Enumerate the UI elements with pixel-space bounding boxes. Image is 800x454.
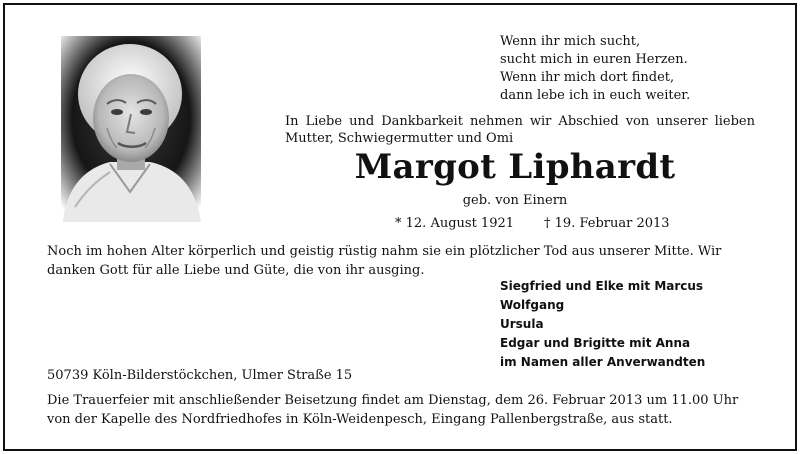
signer: im Namen aller Anverwandten <box>500 355 706 369</box>
signer: Ursula <box>500 317 544 331</box>
birth-name: geb. von Einern <box>462 193 568 208</box>
deceased-name: Margot Liphardt <box>354 147 676 187</box>
signer: Siegfried und Elke mit Marcus <box>500 279 704 293</box>
memorial-text: Noch im hohen Alter körperlich und geistig rüstig nahm sie ein plötzlicher Tod aus unserer Mitte. Wir danken Gott für alle Liebe und Güte, die von ihr ausging. <box>47 244 722 278</box>
life-dates <box>395 216 670 231</box>
poem <box>500 33 690 105</box>
poem-line: sucht mich in euren Herzen. <box>500 52 688 67</box>
poem-line: Wenn ihr mich sucht, <box>500 34 641 49</box>
portrait-photo <box>55 32 205 222</box>
birth-date: * 12. August 1921 <box>395 216 515 231</box>
funeral-info: Die Trauerfeier mit anschließender Beisetzung findet am Dienstag, dem 26. Februar 2013 um 11.00 Uhr von der Kapelle des Nordfriedhofes in Köln-Weidenpesch, Eingang Pallenbergstraße, aus statt. <box>47 393 739 427</box>
signer: Wolfgang <box>500 298 565 312</box>
poem-line: Wenn ihr mich dort findet, <box>500 70 675 85</box>
intro-text: In Liebe und Dankbarkeit nehmen wir Abschied von unserer lieben Mutter, Schwiegermutter und Omi <box>285 114 755 146</box>
poem-line: dann lebe ich in euch weiter. <box>500 88 691 103</box>
address: 50739 Köln-Bilderstöckchen, Ulmer Straße 15 <box>47 368 353 383</box>
death-date: † 19. Februar 2013 <box>544 216 670 231</box>
signer: Edgar und Brigitte mit Anna <box>500 336 691 350</box>
signers-list <box>500 277 705 372</box>
